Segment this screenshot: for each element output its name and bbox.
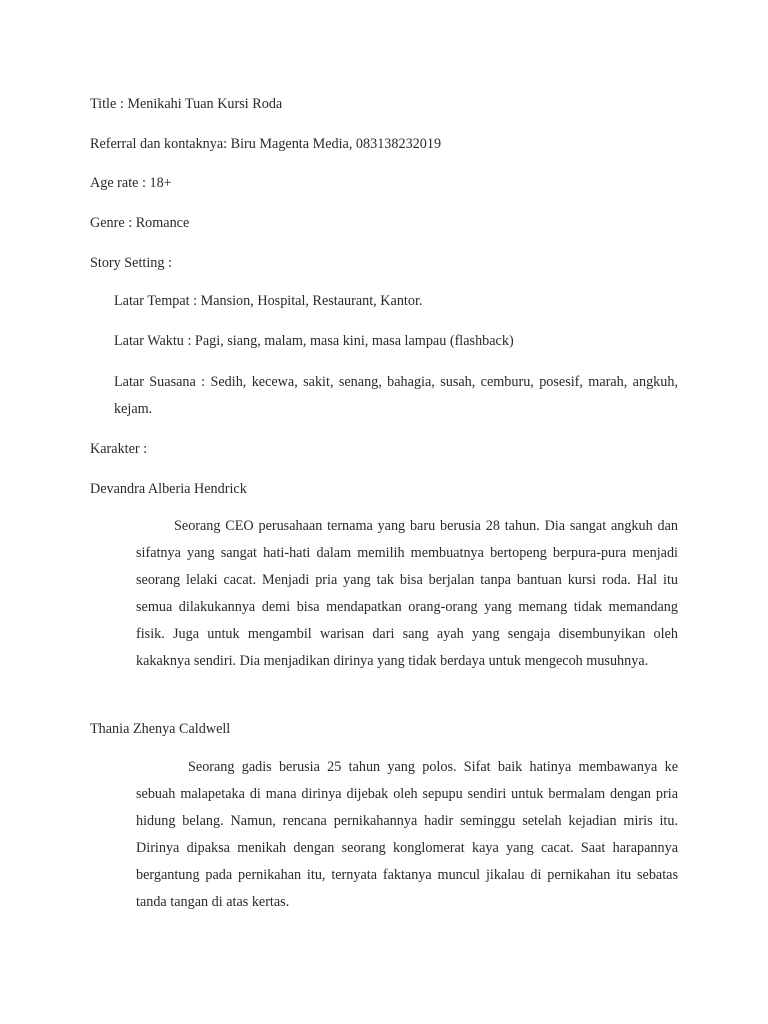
character-description-devandra: Seorang CEO perusahaan ternama yang baru berusia 28 tahun. Dia sangat angkuh dan sifatnya yang sangat hati-hati dalam memilih membuatnya bertopeng berpura-pura menjadi seorang lelaki cacat. Menjadi pria yang tak bisa berjalan tanpa bantuan kursi roda. Hal itu semua dilakukannya demi bisa mendapatkan orang-orang yang memang tidak memandang fisik. Juga untuk mengambil warisan dari sang ayah yang sengaja disembunyikan oleh kakaknya sendiri. Dia menjadikan dirinya yang tidak berdaya untuk mengecoh musuhnya.: [136, 518, 678, 669]
story-setting-heading: Story Setting :: [90, 255, 172, 271]
setting-time: Latar Waktu : Pagi, siang, malam, masa kini, masa lampau (flashback): [114, 333, 514, 349]
genre-line: Genre : Romance: [90, 215, 190, 231]
age-rate-line: Age rate : 18+: [90, 175, 172, 191]
title-line: Title : Menikahi Tuan Kursi Roda: [90, 96, 283, 112]
setting-place: Latar Tempat : Mansion, Hospital, Restaurant, Kantor.: [114, 293, 423, 309]
karakter-heading: Karakter :: [90, 441, 148, 457]
character-name-devandra: Devandra Alberia Hendrick: [90, 481, 247, 497]
referral-line: Referral dan kontaknya: Biru Magenta Media, 083138232019: [90, 136, 442, 152]
setting-mood: Latar Suasana : Sedih, kecewa, sakit, senang, bahagia, susah, cemburu, posesif, marah, angkuh, kejam.: [114, 374, 678, 417]
character-description-thania: Seorang gadis berusia 25 tahun yang polos. Sifat baik hatinya membawanya ke sebuah malapetaka di mana dirinya dijebak oleh sepupu sendiri untuk bermalam dengan pria hidung belang. Namun, rencana pernikahannya hadir seminggu setelah kejadian miris itu. Dirinya dipaksa menikah dengan seorang konglomerat kaya yang cacat. Saat harapannya bergantung pada pernikahan itu, ternyata faktanya muncul jikalau di pernikahan itu sebatas tanda tangan di atas kertas.: [136, 759, 678, 910]
character-name-thania: Thania Zhenya Caldwell: [90, 721, 231, 737]
